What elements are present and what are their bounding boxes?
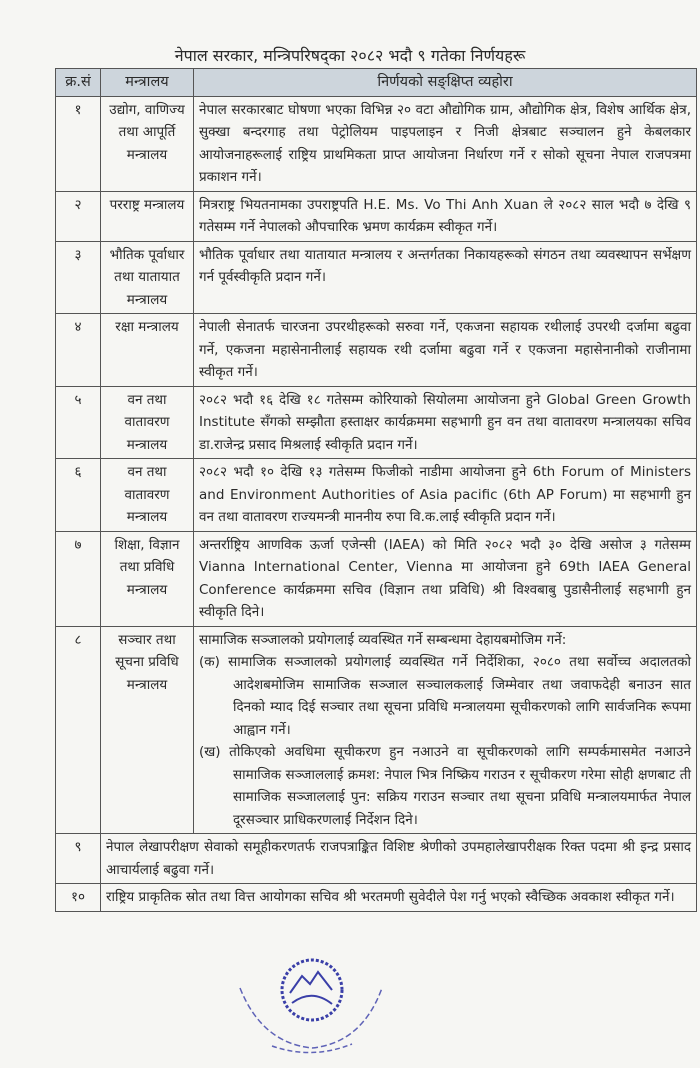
row-ministry: उद्योग, वाणिज्य तथा आपूर्ति मन्त्रालय <box>101 96 194 191</box>
row-sn: ५ <box>56 386 101 459</box>
table-header-row <box>56 69 697 97</box>
row-sn: ३ <box>56 241 101 314</box>
row-sn: ७ <box>56 531 101 626</box>
table-row <box>56 531 697 626</box>
header-ministry: मन्त्रालय <box>101 69 194 97</box>
row-ministry: रक्षा मन्त्रालय <box>101 314 194 387</box>
row-sn: ८ <box>56 626 101 834</box>
row-ministry: वन तथा वातावरण मन्त्रालय <box>101 459 194 532</box>
table-row <box>56 314 697 387</box>
row-decision: २०८२ भदौ १६ देखि १८ गतेसम्म कोरियाको सियोलमा आयोजना हुने Global Green Growth Institute सँगको सम्झौता हस्ताक्षर कार्यक्रममा सहभागी हुन वन तथा वातावरण मन्त्रालयका सचिव डा.राजेन्द्र प्रसाद मिश्रलाई स्वीकृति प्रदान गर्ने। <box>194 386 697 459</box>
header-sn: क्र.सं <box>56 69 101 97</box>
header-decision: निर्णयको सङ्क्षिप्त व्यहोरा <box>194 69 697 97</box>
row-sn: २ <box>56 191 101 241</box>
decision-subitem-kha: (ख) तोकिएको अवधिमा सूचीकरण हुन नआउने वा सूचीकरणको लागि सम्पर्कमासमेत नआउने सामाजिक सञ्जाललाई क्रमश: नेपाल भित्र निष्क्रिय गराउन र सूचीकरण गरेमा सोही क्षणबाट ती सामाजिक सञ्जाललाई पुन: सक्रिय गराउन सञ्चार तथा सूचना प्रविधि मन्त्रालयमार्फत नेपाल दूरसञ्चार प्राधिकरणलाई निर्देशन दिने। <box>199 744 691 828</box>
page-title: नेपाल सरकार, मन्त्रिपरिषद्का २०८२ भदौ ९ गतेका निर्णयहरू <box>174 46 526 65</box>
row-decision: नेपाली सेनातर्फ चारजना उपरथीहरूको सरुवा गर्ने, एकजना सहायक रथीलाई उपरथी दर्जामा बढुवा गर्ने, एकजना महासेनानीलाई सहायक रथी दर्जामा बढुवा गर्ने र एकजना महासेनानीको राजीनामा स्वीकृत गर्ने। <box>194 314 697 387</box>
row-decision: राष्ट्रिय प्राकृतिक स्रोत तथा वित्त आयोगका सचिव श्री भरतमणी सुवेदीले पेश गर्नु भएको स्वैच्छिक अवकाश स्वीकृत गर्ने। <box>101 884 697 912</box>
row-ministry: भौतिक पूर्वाधार तथा यातायात मन्त्रालय <box>101 241 194 314</box>
ministry-seal <box>232 948 392 1063</box>
row-sn: ९ <box>56 834 101 884</box>
table-row <box>56 459 697 532</box>
row-ministry: वन तथा वातावरण मन्त्रालय <box>101 386 194 459</box>
row-decision: नेपाल लेखापरीक्षण सेवाको समूहीकरणतर्फ राजपत्राङ्कित विशिष्ट श्रेणीको उपमहालेखापरीक्षक रिक्त पदमा श्री इन्द्र प्रसाद आचार्यलाई बढुवा गर्ने। <box>101 834 697 884</box>
row-ministry: शिक्षा, विज्ञान तथा प्रविधि मन्त्रालय <box>101 531 194 626</box>
table-row <box>56 386 697 459</box>
seal-mountain-icon <box>290 972 332 993</box>
row-sn: १० <box>56 884 101 912</box>
row-ministry: सञ्चार तथा सूचना प्रविधि मन्त्रालय <box>101 626 194 834</box>
row-decision <box>194 626 697 834</box>
table-row <box>56 191 697 241</box>
table-row <box>56 626 697 834</box>
row-sn: १ <box>56 96 101 191</box>
decisions-table <box>55 68 697 912</box>
row-decision: भौतिक पूर्वाधार तथा यातायात मन्त्रालय र अन्तर्गतका निकायहरूको संगठन तथा व्यवस्थापन सर्भेक्षण गर्न पूर्वस्वीकृति प्रदान गर्ने। <box>194 241 697 314</box>
table-row <box>56 96 697 191</box>
table-row <box>56 884 697 912</box>
row-decision: अन्तर्राष्ट्रिय आणविक ऊर्जा एजेन्सी (IAEA) को मिति २०८२ भदौ ३० देखि असोज ३ गतेसम्म Vianna International Center, Vienna मा आयोजना हुने 69th IAEA General Conference कार्यक्रममा सचिव (विज्ञान तथा प्रविधि) श्री विश्वबाबु पुडासैनीलाई सहभागी हुन स्वीकृति दिने। <box>194 531 697 626</box>
decision-intro: सामाजिक सञ्जालको प्रयोगलाई व्यवस्थित गर्ने सम्बन्धमा देहायबमोजिम गर्ने: <box>199 631 567 648</box>
row-ministry: परराष्ट्र मन्त्रालय <box>101 191 194 241</box>
row-sn: ६ <box>56 459 101 532</box>
row-decision: नेपाल सरकारबाट घोषणा भएका विभिन्न २० वटा औद्योगिक ग्राम, औद्योगिक क्षेत्र, विशेष आर्थिक क्षेत्र, सुक्खा बन्दरगाह तथा पेट्रोलियम पाइपलाइन र निजी क्षेत्रबाट सञ्चालन हुने केबलकार आयोजनाहरूलाई राष्ट्रिय प्राथमिकता प्राप्त आयोजना निर्धारण गर्ने र सोको सूचना नेपाल राजपत्रमा प्रकाशन गर्ने। <box>194 96 697 191</box>
row-decision: २०८२ भदौ १० देखि १३ गतेसम्म फिजीको नाडीमा आयोजना हुने 6th Forum of Ministers and Environment Authorities of Asia pacific (6th AP Forum) मा सहभागी हुन वन तथा वातावरण राज्यमन्त्री माननीय रुपा वि.क.लाई स्वीकृति प्रदान गर्ने। <box>194 459 697 532</box>
table-row <box>56 241 697 314</box>
table-row <box>56 834 697 884</box>
row-sn: ४ <box>56 314 101 387</box>
row-decision: मित्रराष्ट्र भियतनामका उपराष्ट्रपति H.E. Ms. Vo Thi Anh Xuan ले २०८२ साल भदौ ७ देखि ९ गतेसम्म गर्ने नेपालको औपचारिक भ्रमण कार्यक्रम स्वीकृत गर्ने। <box>194 191 697 241</box>
decision-subitem-ka: (क) सामाजिक सञ्जालको प्रयोगलाई व्यवस्थित गर्ने निर्देशिका, २०८० तथा सर्वोच्च अदालतको आदेशबमोजिम सामाजिक सञ्जाल सञ्चालकलाई जिम्मेवार तथा जवाफदेही बनाउन सात दिनको म्याद दिई सञ्चार तथा सूचना प्रविधि मन्त्रालयमा सूचीकरणको लागि सार्वजनिक रूपमा आह्वान गर्ने। <box>199 654 691 738</box>
